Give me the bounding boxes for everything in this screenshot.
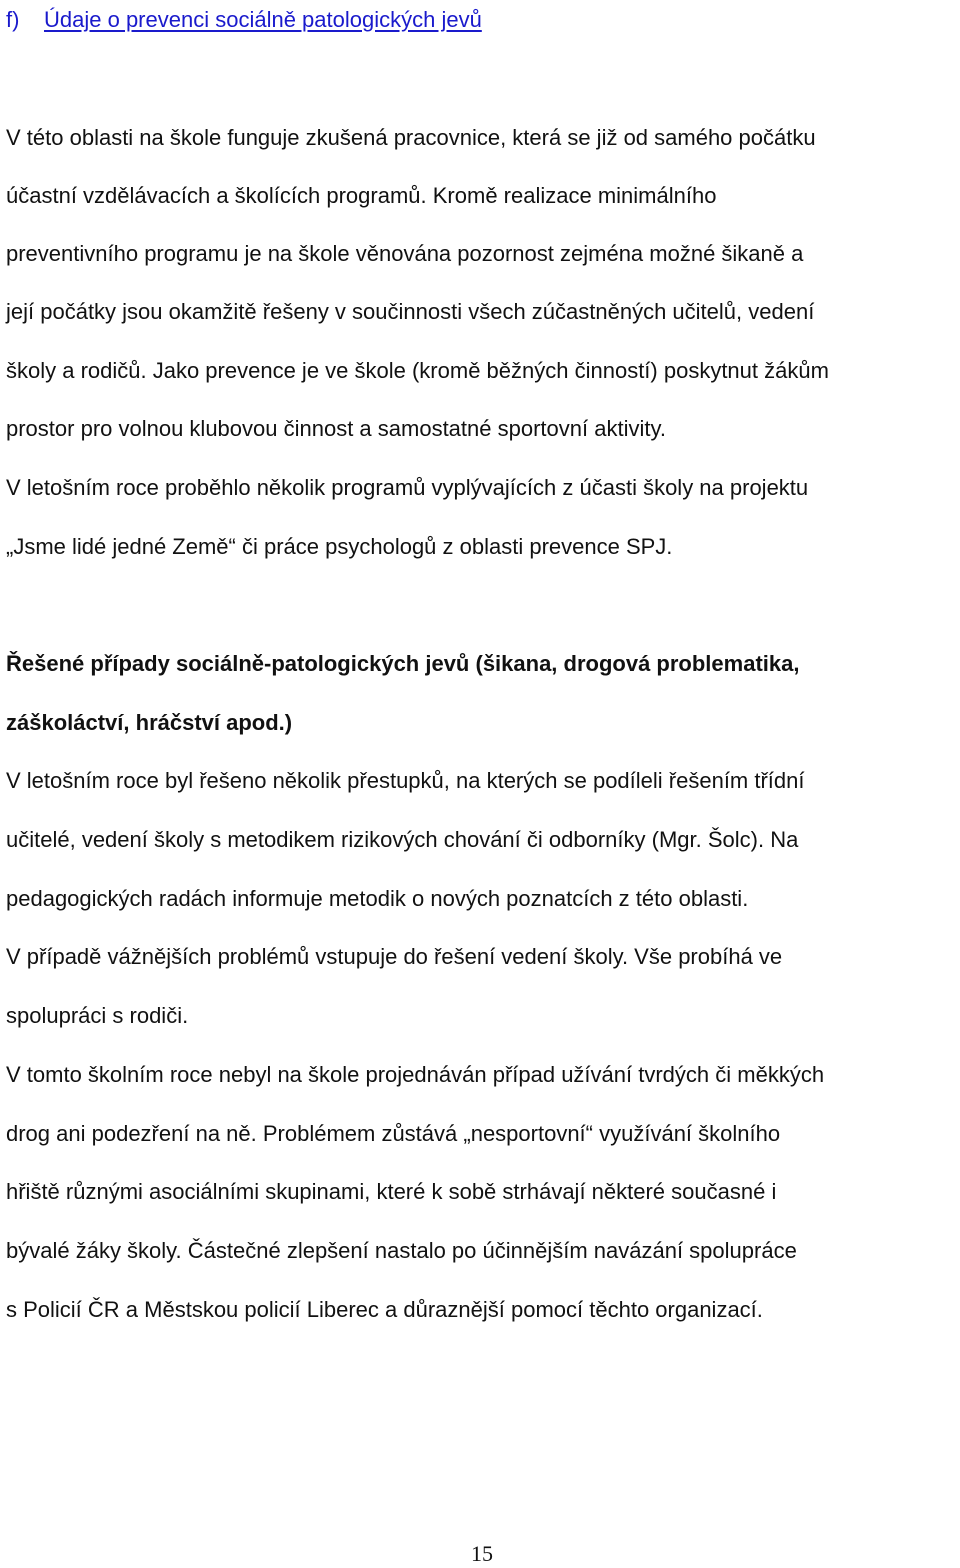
text-line: V tomto školním roce nebyl na škole projednáván případ užívání tvrdých či měkkých [6,1062,825,1087]
text-line: V letošním roce byl řešeno několik přestupků, na kterých se podíleli řešením třídní [6,768,805,793]
page-number: 15 [471,1541,493,1566]
subheading-line: záškoláctví, hráčství apod.) [6,710,293,735]
section-heading [6,6,482,34]
text-line: V případě vážnějších problémů vstupuje do řešení vedení školy. Vše probíhá ve [6,944,783,969]
section-letter: f) [6,7,20,32]
subheading-line: Řešené případy sociálně-patologických jevů (šikana, drogová problematika, [6,651,800,676]
text-line: její počátky jsou okamžitě řešeny v součinnosti všech zúčastněných učitelů, vedení [6,299,815,324]
text-line: hřiště různými asociálními skupinami, které k sobě strhávají některé současné i [6,1179,777,1204]
text-line: školy a rodičů. Jako prevence je ve škole (kromě běžných činností) poskytnut žákům [6,358,829,383]
text-line: spolupráci s rodiči. [6,1003,189,1028]
text-line: pedagogických radách informuje metodik o nových poznatcích z této oblasti. [6,886,749,911]
text-line: účastní vzdělávacích a školících programů. Kromě realizace minimálního [6,183,717,208]
text-line: V této oblasti na škole funguje zkušená pracovnice, která se již od samého počátku [6,125,816,150]
text-line: drog ani podezření na ně. Problémem zůstává „nesportovní“ využívání školního [6,1121,781,1146]
text-line: „Jsme lidé jedné Země“ či práce psychologů z oblasti prevence SPJ. [6,534,673,559]
text-line: bývalé žáky školy. Částečné zlepšení nastalo po účinnějším navázání spolupráce [6,1238,797,1263]
text-line: prostor pro volnou klubovou činnost a samostatné sportovní aktivity. [6,416,666,441]
text-line: učitelé, vedení školy s metodikem rizikových chování či odborníky (Mgr. Šolc). Na [6,827,799,852]
text-line: s Policií ČR a Městskou policií Liberec a důraznější pomocí těchto organizací. [6,1297,763,1322]
text-line: preventivního programu je na škole věnována pozornost zejména možné šikaně a [6,241,804,266]
text-line: V letošním roce proběhlo několik programů vyplývajících z účasti školy na projektu [6,475,809,500]
section-title: Údaje o prevenci sociálně patologických jevů [44,7,482,32]
